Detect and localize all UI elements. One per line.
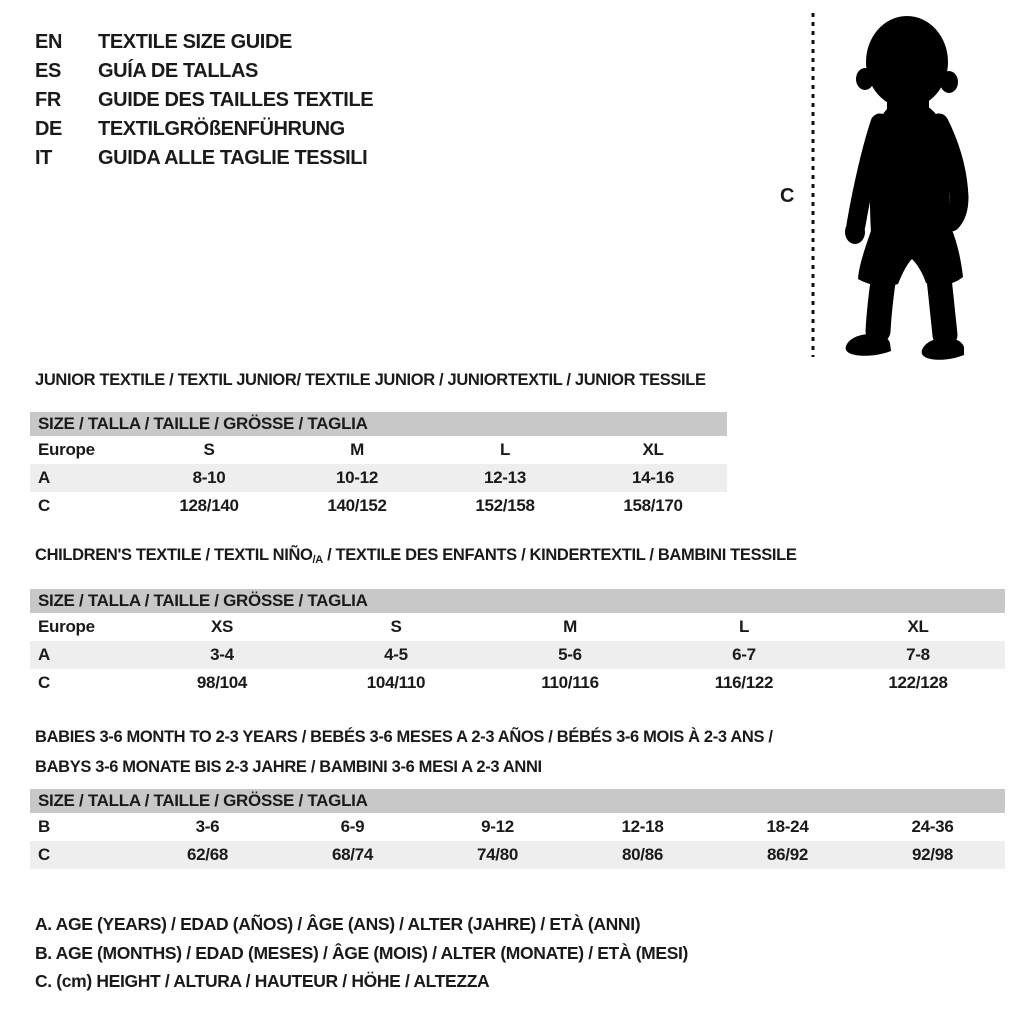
legend-line-a: A. AGE (YEARS) / EDAD (AÑOS) / ÂGE (ANS) / ALTER (JAHRE) / ETÀ (ANNI): [35, 914, 641, 934]
junior-section-title: JUNIOR TEXTILE / TEXTIL JUNIOR/ TEXTILE JUNIOR / JUNIORTEXTIL / JUNIOR TESSILE: [35, 371, 706, 389]
table-row: [30, 464, 727, 492]
row-label: C: [38, 673, 50, 692]
size-header-bar: SIZE / TALLA / TAILLE / GRÖSSE / TAGLIA: [30, 589, 1005, 613]
height-cell: 80/86: [621, 845, 664, 864]
size-cell: XL: [642, 440, 664, 459]
age-cell: 5-6: [558, 645, 582, 664]
size-cell: S: [203, 440, 215, 459]
size-cell: M: [350, 440, 364, 459]
height-figure: [775, 5, 1010, 367]
language-title: TEXTILE SIZE GUIDE: [98, 31, 292, 53]
age-cell: 12-13: [484, 468, 526, 487]
row-label: A: [38, 645, 50, 664]
table-row: [30, 641, 1005, 669]
language-code: EN: [35, 31, 62, 53]
height-cell: 92/98: [911, 845, 954, 864]
height-cell: 158/170: [623, 496, 683, 515]
height-measure-label: C: [780, 185, 795, 207]
age-cell: 7-8: [906, 645, 930, 664]
age-cell: 6-9: [340, 817, 365, 836]
language-title: TEXTILGRÖßENFÜHRUNG: [98, 118, 345, 140]
age-cell: 14-16: [632, 468, 674, 487]
row-label: C: [38, 496, 50, 515]
children-title-sub: /A: [312, 554, 323, 566]
age-cell: 10-12: [336, 468, 378, 487]
table-row: [30, 841, 1005, 869]
table-row: [30, 669, 1005, 697]
language-title: GUIDE DES TAILLES TEXTILE: [98, 89, 374, 111]
table-row: [30, 813, 1005, 841]
language-row-es: [35, 57, 373, 86]
legend-line-c: C. (cm) HEIGHT / ALTURA / HAUTEUR / HÖHE / ALTEZZA: [35, 971, 490, 991]
age-cell: 24-36: [911, 817, 954, 836]
age-cell: 8-10: [192, 468, 226, 487]
language-code: DE: [35, 118, 62, 140]
age-cell: 6-7: [732, 645, 756, 664]
babies-size-table: [30, 789, 1005, 869]
height-cell: 140/152: [327, 496, 387, 515]
size-header-bar: SIZE / TALLA / TAILLE / GRÖSSE / TAGLIA: [30, 789, 1005, 813]
height-cell: 152/158: [475, 496, 535, 515]
children-title-post: / TEXTILE DES ENFANTS / KINDERTEXTIL / BAMBINI TESSILE: [322, 546, 797, 564]
language-row-it: [35, 144, 373, 173]
table-row: [30, 613, 1005, 641]
language-code: FR: [35, 89, 61, 111]
age-cell: 18-24: [766, 817, 809, 836]
height-cell: 74/80: [476, 845, 519, 864]
height-cell: 116/122: [714, 673, 774, 692]
height-cell: 104/110: [366, 673, 426, 692]
age-cell: 9-12: [481, 817, 514, 836]
size-cell: S: [390, 617, 402, 636]
height-cell: 62/68: [186, 845, 229, 864]
age-cell: 12-18: [621, 817, 664, 836]
language-row-de: [35, 115, 373, 144]
size-header-bar: SIZE / TALLA / TAILLE / GRÖSSE / TAGLIA: [30, 412, 727, 436]
table-row: [30, 492, 727, 520]
row-label: B: [38, 817, 50, 836]
size-cell: L: [499, 440, 511, 459]
row-label: Europe: [38, 440, 95, 459]
babies-title-line1: BABIES 3-6 MONTH TO 2-3 YEARS / BEBÉS 3-6 MESES A 2-3 AÑOS / BÉBÉS 3-6 MOIS À 2-3 ANS /: [35, 728, 773, 746]
height-cell: 110/116: [541, 673, 599, 692]
age-cell: 4-5: [384, 645, 408, 664]
language-row-fr: [35, 86, 373, 115]
age-cell: 3-4: [210, 645, 234, 664]
table-row: [30, 436, 727, 464]
row-label: Europe: [38, 617, 95, 636]
language-row-en: [35, 28, 373, 57]
toddler-silhouette-icon: [805, 5, 1005, 367]
row-label: A: [38, 468, 50, 487]
language-code: IT: [35, 147, 52, 169]
size-cell: M: [563, 617, 577, 636]
row-label: C: [38, 845, 50, 864]
language-title-block: [35, 28, 373, 173]
babies-section-title: [35, 722, 773, 782]
junior-size-table: [30, 412, 727, 520]
language-title: GUÍA DE TALLAS: [98, 60, 258, 82]
language-code: ES: [35, 60, 61, 82]
children-section-title: [35, 546, 797, 565]
children-size-table: [30, 589, 1005, 697]
height-cell: 122/128: [888, 673, 948, 692]
height-cell: 128/140: [179, 496, 239, 515]
height-cell: 68/74: [331, 845, 374, 864]
size-cell: XL: [907, 617, 929, 636]
children-title-pre: CHILDREN'S TEXTILE / TEXTIL NIÑO: [35, 546, 313, 564]
size-cell: XS: [210, 617, 234, 636]
legend: [35, 910, 688, 996]
height-cell: 98/104: [196, 673, 248, 692]
babies-title-line2: BABYS 3-6 MONATE BIS 2-3 JAHRE / BAMBINI 3-6 MESI A 2-3 ANNI: [35, 758, 542, 776]
language-title: GUIDA ALLE TAGLIE TESSILI: [98, 147, 368, 169]
age-cell: 3-6: [195, 817, 220, 836]
height-cell: 86/92: [766, 845, 809, 864]
size-cell: L: [738, 617, 750, 636]
legend-line-b: B. AGE (MONTHS) / EDAD (MESES) / ÂGE (MOIS) / ALTER (MONATE) / ETÀ (MESI): [35, 942, 689, 963]
